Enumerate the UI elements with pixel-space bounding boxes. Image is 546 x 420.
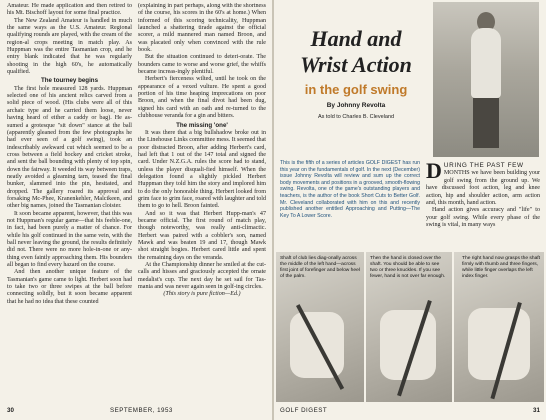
article-subtitle: in the golf swing [304, 82, 408, 97]
lead-caps: URING THE PAST FEW [443, 162, 524, 169]
paragraph: And then another unique feature of the Tasmanian's game came to light. Herbert soon had to take two or three swipes at the ball before connecting solidly, but it soon became apparent that he had no idea that these counted [7, 269, 132, 305]
photo-caption: Shaft of club lies diag-onally across the middle of the left hand—across first joint of forefinger and below heel of the palm. [280, 256, 360, 280]
as-told-to: As told to Charles B. Cleveland [317, 114, 395, 120]
page-number: 31 [533, 407, 540, 414]
paragraph: It soon became apparent, however, that this was not Huppman's regular game—that his feeble-one, in fact, had been purely a matter of chance. For while his golf continued in the same vein, with the ball never leaving the ground, the results definitely did not. There were no more hole-in-one or any-thing even faintly approaching them. His bounders all began to find every hazard on the course. [7, 210, 132, 269]
paragraph: MONTHS we have been building your golf swing from the ground up. We have discussed foot action, leg and knee action, hip and shoulder action, arm action and, this month, hand action. [426, 170, 540, 207]
paragraph: But the situation continued to deteri-orate. The bounders came to worse and worse grief, the whiffs became increas-ingly plentiful. [138, 54, 266, 76]
paragraph: At the Championship dinner he smiled at the cut-calls and hisses and graciously accepted the ornate medalist's cup. The next day he set sail for Tas-mania and was never again seen in golf-ing circles. [138, 262, 266, 291]
article-column-1 [7, 3, 132, 403]
magazine-page-right [274, 0, 546, 420]
golfer-legs-shape [473, 98, 499, 148]
paragraph: And so it was that Herbert Hupp-man's 47 became official. The first round of match play, though noteworthy, was really anti-climactic. Herbert was paired with a cobbler's son, named Mawk and was beaten 19 and 17, though Mawk shot straight bogies. Herbert cared little and spent the remaining days on the veranda. [138, 210, 266, 261]
photo-caption: The right hand now grasps the shaft firmly with thumb and three fingers, while little finger overlaps the left index finger. [462, 256, 541, 280]
drop-cap: D [426, 158, 442, 183]
magazine-name: GOLF DIGEST [280, 407, 328, 414]
golfer-photo [433, 2, 539, 157]
article-title-line-2: Wrist Action [300, 52, 412, 77]
grip-photo-closed-hand [366, 252, 452, 402]
article-column-2 [138, 3, 266, 403]
editor-footnote: (This story is pure fiction—Ed.) [163, 291, 241, 298]
article-title-line-1: Hand and [310, 26, 402, 51]
section-heading: The tourney begins [40, 77, 99, 85]
paragraph: Hand action gives accuracy and "life" to your golf swing. While every phase of the swing is vital, in many ways [426, 207, 540, 229]
paragraph: The New Zealand Amateur is handled in much the same ways as the U.S. Amateur. Regional qualifying rounds are played, with the cream of the region-al crops meeting in match play. As Huppman was the entire Tasmanian crop, and he entry blank indicated that he was regularly shooting in the high 60's, he automatically qualified. [7, 17, 132, 76]
article-body [426, 158, 540, 230]
series-intro-note: This is the fifth of a series of articles GOLF DIGEST has run this year on the fundamentals of golf. In the next (December) issue Johnny Revolta will review and sum up the correct body movements and positions in a grooved, smooth-flowing swing. Revolta, one of the game's outstanding players and teachers, is the author of the book Short Cuts to Better Golf. Mr. Cleveland collaborated with him on this and recently published another entitled Approaching and Putting—The Key To A Lower Score. [280, 160, 420, 219]
paragraph: (explaining in part perhaps, along with the shortness of the course, his scores in the 60's at home.) When informed of this scoring technicality, Huppman launched a shattering tirade against the official scorer, a mild mannered man named Broon, and was placated only when convinced with the rule book. [138, 3, 266, 54]
paragraph: The first hole measured 128 yards. Huppman selected one of his ancient relics carved from a solid piece of wood. (His clubs were all of this archaic type and he carried them loose, never having heard of either a caddy or bag). He as-sumed a grotesque "sit down" stance at the ball (apparently gleaned from the few photographs he had ever seen of a golf swing), took an indescribably awkward cut which seemed to be a cross between a field hockey and cricket stroke, and sent the ball bounding with plenty of top spin, down the fairway. It weeded its way between traps, neatly avoided a gleaming tarn, teased the final bunker, slammed into the pin, hesitated, and dropped. The gallery roared its approval and forsaking Mc-Phee, Kranenkehler, Malcikeen, and other big names, joined the Tasmanian cloister. [7, 85, 132, 210]
paragraph: Amateur. He made application and then retired to his Mt. Bischoff layout for some final practice. [7, 3, 132, 17]
issue-date: SEPTEMBER, 1953 [110, 407, 173, 414]
magazine-page-left [0, 0, 272, 420]
grip-photo-both-hands [454, 252, 544, 402]
section-heading: The missing 'one' [176, 121, 228, 129]
golfer-torso-shape [471, 28, 501, 98]
page-number: 30 [7, 407, 14, 414]
photo-caption: Then the hand is closed over the shaft. You should be able to see two or three knuckles. If you see fewer, hand is not over far enough. [370, 256, 446, 280]
lead-paragraph [426, 158, 540, 183]
paragraph: It was there that a big bullshadow broke out in the Linehouse Links committee mess. It seemed that poor distracted Broon, after adding Herbert's card, had left that 1 out of the 147 total and signed the card. Under N.Z.G.A. rules the score had to stand, unless the player disquali-fied himself. When the delegation found a slightly pickled Herbert Huppman they told him the story and implored him to do the only honorable thing. Herbert looked from grim face to grim face, roared with laughter and told them to go to hell. Broon fainted. [138, 129, 266, 210]
paragraph: Herbert's fierceness wilted, until he took on the appearance of a vexed vulture. He spent a good portion of his time heaping imprecations on poor Broon, and when the final divot had been dug, signed his card with an oath and re-turned to the clubhouse veranda for a gin and bitters. [138, 76, 266, 120]
byline: By Johnny Revolta [326, 102, 386, 109]
grip-photo-left-hand [276, 252, 364, 402]
